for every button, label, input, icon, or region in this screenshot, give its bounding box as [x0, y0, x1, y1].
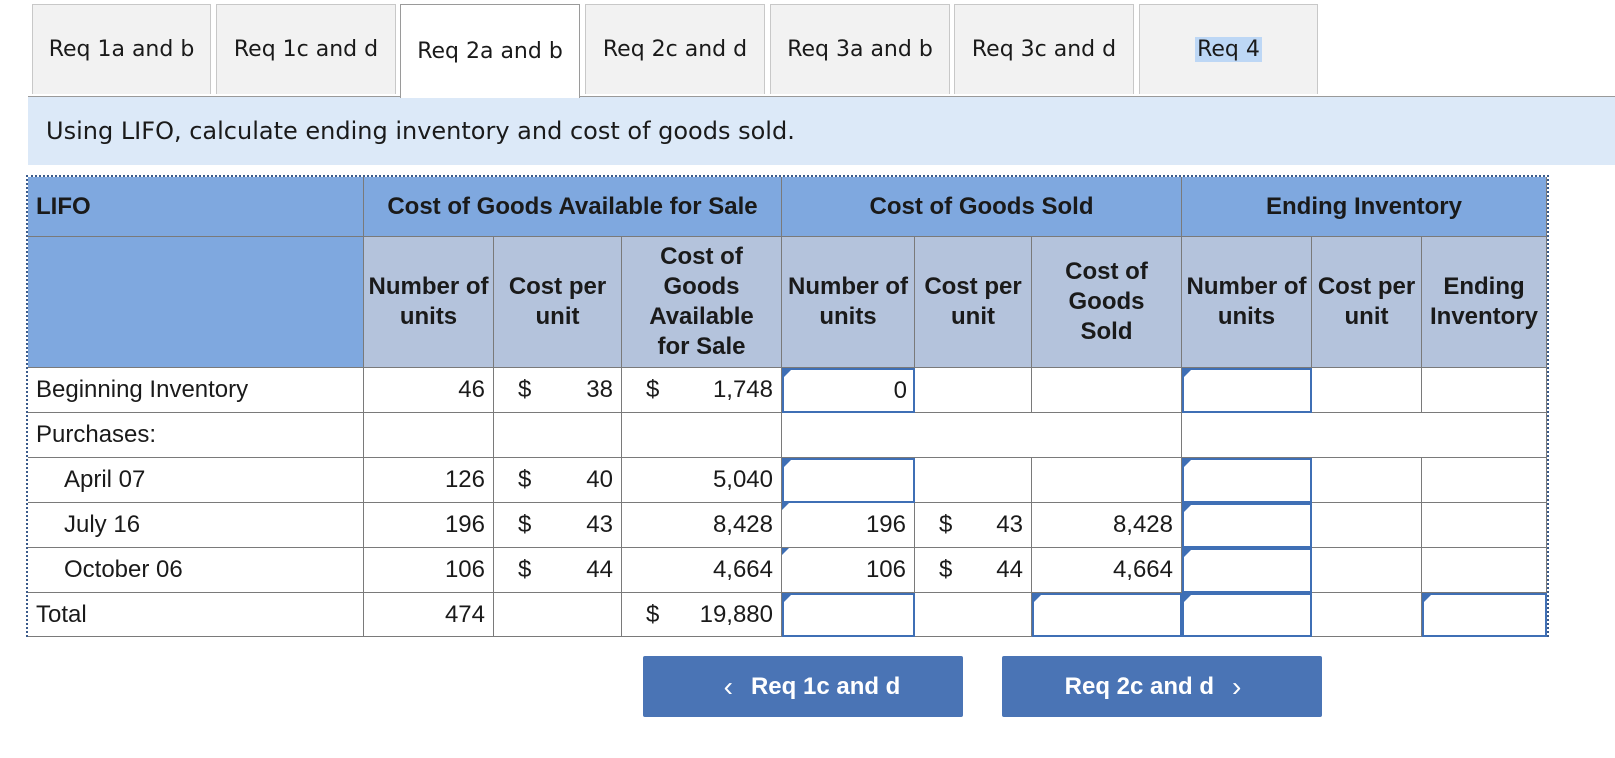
- total-cost: [494, 593, 622, 637]
- april-cogs-units-input[interactable]: [782, 458, 915, 503]
- tab-label: Req 4: [1197, 37, 1260, 62]
- beginning-units: 46: [364, 368, 494, 413]
- subheader-cogs-cost: Cost per unit: [915, 237, 1032, 368]
- currency-symbol: $: [518, 556, 532, 583]
- tab-label: Req 3a and b: [787, 37, 933, 62]
- tab-req-1a-and-b[interactable]: [32, 4, 211, 94]
- tab-label: Req 2c and d: [602, 37, 748, 62]
- subheader-end-units: Number of units: [1182, 237, 1312, 368]
- beginning-cogs-cost: [915, 368, 1032, 413]
- april-end-units-input[interactable]: [1182, 458, 1312, 503]
- value: 44: [996, 556, 1023, 583]
- row-label-october: October 06: [28, 548, 364, 593]
- prev-button[interactable]: [643, 656, 963, 717]
- october-cogs-total: 4,664: [1032, 548, 1182, 593]
- july-cogs-total: 8,428: [1032, 503, 1182, 548]
- tab-req-2c-and-d[interactable]: [585, 4, 765, 94]
- total-cogs-units-input[interactable]: [782, 593, 915, 637]
- subheader-cogs-total: Cost of Goods Sold: [1032, 237, 1182, 368]
- purchases-cost: [494, 413, 622, 458]
- tab-req-4[interactable]: [1139, 4, 1318, 94]
- subheader-avail-total: Cost of Goods Available for Sale: [622, 237, 782, 368]
- currency-symbol: $: [939, 511, 953, 538]
- tab-label: Req 3c and d: [971, 37, 1117, 62]
- april-units: 126: [364, 458, 494, 503]
- july-cogs-units-marker: [782, 503, 788, 511]
- value: 106: [865, 556, 906, 583]
- instruction-text: Using LIFO, calculate ending inventory and cost of goods sold.: [46, 117, 795, 145]
- row-label-april: April 07: [28, 458, 364, 503]
- value: 44: [586, 556, 613, 583]
- beginning-end-total: [1422, 368, 1547, 413]
- tab-label: Req 1a and b: [48, 37, 195, 62]
- header-ending: Ending Inventory: [1182, 177, 1547, 237]
- purchases-units: [364, 413, 494, 458]
- october-cogs-units[interactable]: [782, 548, 915, 593]
- currency-symbol: $: [939, 556, 953, 583]
- beginning-total: [622, 368, 782, 413]
- chevron-right-icon: ›: [1232, 670, 1242, 702]
- corner-subheader: [28, 237, 364, 368]
- row-label-beginning: Beginning Inventory: [28, 368, 364, 413]
- total-units: 474: [364, 593, 494, 637]
- july-end-total: [1422, 503, 1547, 548]
- july-cogs-cost: [915, 503, 1032, 548]
- value: 1,748: [712, 376, 773, 403]
- october-end-units-input[interactable]: [1182, 548, 1312, 593]
- july-total: 8,428: [622, 503, 782, 548]
- tab-req-1c-and-d[interactable]: [216, 4, 396, 94]
- april-total: 5,040: [622, 458, 782, 503]
- subheader-cogs-units: Number of units: [782, 237, 915, 368]
- purchases-total: [622, 413, 782, 458]
- april-end-cost: [1312, 458, 1422, 503]
- october-units: 106: [364, 548, 494, 593]
- july-cost: [494, 503, 622, 548]
- value: 43: [996, 511, 1023, 538]
- april-cogs-cost: [915, 458, 1032, 503]
- value: 19,880: [699, 600, 773, 628]
- purchases-end-blank: [1182, 413, 1547, 458]
- currency-symbol: $: [518, 511, 532, 538]
- instruction-banner: [28, 97, 1615, 165]
- value: 196: [865, 511, 906, 538]
- july-end-cost: [1312, 503, 1422, 548]
- total-cogs-input[interactable]: [1032, 593, 1182, 637]
- october-cogs-units-marker: [782, 548, 788, 556]
- currency-symbol: $: [518, 466, 532, 493]
- october-total: 4,664: [622, 548, 782, 593]
- total-cogs-cost: [915, 593, 1032, 637]
- prev-button-label: Req 1c and d: [750, 672, 901, 700]
- row-label-total: Total: [28, 593, 364, 637]
- value: 40: [586, 466, 613, 493]
- row-label-purchases: Purchases:: [28, 413, 364, 458]
- subheader-avail-units: Number of units: [364, 237, 494, 368]
- value: 43: [586, 511, 613, 538]
- subheader-end-cost: Cost per unit: [1312, 237, 1422, 368]
- value: 38: [586, 376, 613, 403]
- header-cogs: Cost of Goods Sold: [782, 177, 1182, 237]
- tab-req-3c-and-d[interactable]: [954, 4, 1134, 94]
- beginning-end-units-input[interactable]: [1182, 368, 1312, 413]
- april-cost: [494, 458, 622, 503]
- total-available: [622, 593, 782, 637]
- october-end-total: [1422, 548, 1547, 593]
- currency-symbol: $: [518, 376, 532, 403]
- october-cogs-cost: [915, 548, 1032, 593]
- total-end-cost: [1312, 593, 1422, 637]
- tab-label: Req 2a and b: [417, 39, 563, 64]
- july-cogs-units[interactable]: [782, 503, 915, 548]
- total-ending-inventory-input[interactable]: [1422, 593, 1547, 637]
- tab-req-2a-and-b[interactable]: [400, 4, 580, 98]
- tab-req-3a-and-b[interactable]: [770, 4, 950, 94]
- beginning-end-cost: [1312, 368, 1422, 413]
- beginning-cogs-total: [1032, 368, 1182, 413]
- purchases-cogs-blank: [782, 413, 1182, 458]
- corner-header: LIFO: [28, 177, 364, 237]
- tab-label: Req 1c and d: [233, 37, 379, 62]
- april-cogs-total: [1032, 458, 1182, 503]
- next-button-label: Req 2c and d: [1064, 672, 1215, 700]
- beginning-cogs-units-input[interactable]: [782, 368, 915, 413]
- july-units: 196: [364, 503, 494, 548]
- next-button[interactable]: [1002, 656, 1322, 717]
- header-available: Cost of Goods Available for Sale: [364, 177, 782, 237]
- total-end-units-input[interactable]: [1182, 593, 1312, 637]
- row-label-july: July 16: [28, 503, 364, 548]
- subheader-end-total: Ending Inventory: [1422, 237, 1547, 368]
- lifo-table: [26, 175, 1549, 637]
- subheader-avail-cost: Cost per unit: [494, 237, 622, 368]
- currency-symbol: $: [646, 376, 660, 403]
- beginning-cost: [494, 368, 622, 413]
- july-end-units-input[interactable]: [1182, 503, 1312, 548]
- october-end-cost: [1312, 548, 1422, 593]
- october-cost: [494, 548, 622, 593]
- chevron-left-icon: ‹: [723, 670, 733, 702]
- april-end-total: [1422, 458, 1547, 503]
- currency-symbol: $: [646, 600, 660, 628]
- input-value: 0: [893, 376, 907, 404]
